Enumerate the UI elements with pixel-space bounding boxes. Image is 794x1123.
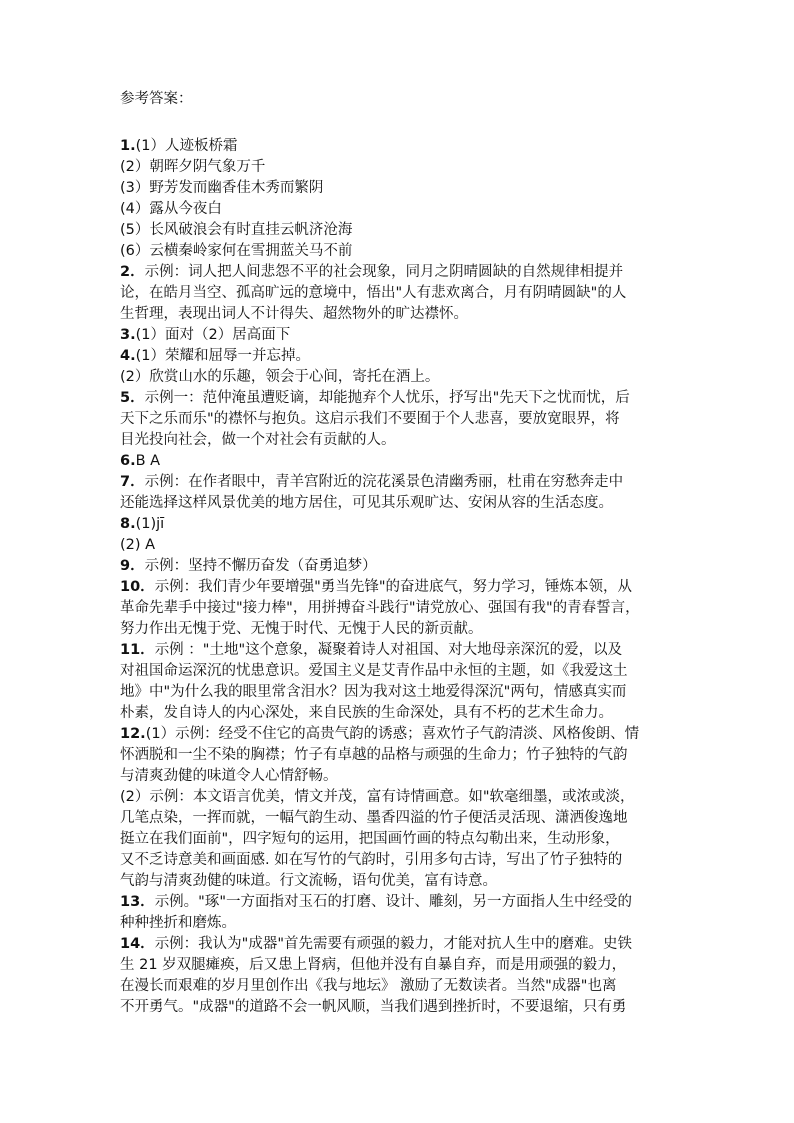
answer-line xyxy=(120,535,680,556)
answer-line xyxy=(120,808,680,829)
answer-text: 示例：在作者眼中，青羊宫附近的浣花溪景色清幽秀丽，杜甫在穷愁奔走中 xyxy=(144,474,624,490)
answer-line xyxy=(120,157,680,178)
answer-line xyxy=(120,850,680,871)
answer-text: 还能选择这样风景优美的地方居住，可见其乐观旷达、安闲从容的生活态度。 xyxy=(120,495,613,511)
question-number: 3. xyxy=(120,327,136,343)
answer-text: (2）欣赏山水的乐趣，领会于心间，寄托在酒上。 xyxy=(120,369,440,385)
answer-text: 示例一：范仲淹虽遭贬谪，却能抛弃个人忧乐，抒写出"先天下之忧而忧，后 xyxy=(144,390,630,406)
answer-text: 朴素，发自诗人的内心深处，来自民族的生命深处，具有不朽的艺术生命力。 xyxy=(120,705,613,721)
question-number: 14． xyxy=(120,936,155,952)
answer-text: 生 21 岁双腿瘫痪，后又患上肾病，但他并没有自暴自弃，而是用顽强的毅力， xyxy=(120,957,627,973)
answer-text: (2) A xyxy=(120,537,156,553)
answer-line xyxy=(120,829,680,850)
answer-line xyxy=(120,556,680,577)
answer-line xyxy=(120,577,680,598)
answer-text: 对祖国命运深沉的忧患意识。爱国主义是艾青作品中永恒的主题，如《我爱这土 xyxy=(120,663,628,679)
answer-line xyxy=(120,451,680,472)
answer-text: 目光投向社会，做一个对社会有贡献的人。 xyxy=(120,432,396,448)
question-number: 8. xyxy=(120,516,136,532)
answer-line xyxy=(120,241,680,262)
question-number: 11． xyxy=(120,642,155,658)
answer-text: 又不乏诗意美和画面感. 如在写竹的气韵时，引用多句古诗，写出了竹子独特的 xyxy=(120,852,623,868)
answer-text: (6）云横秦岭家何在雪拥蓝关马不前 xyxy=(120,243,353,259)
answer-text: (1）面对（2）居高面下 xyxy=(135,327,291,343)
answer-text: 示例：我们青少年要增强"勇当先锋"的奋进底气，努力学习，锤炼本领，从 xyxy=(154,579,633,595)
answer-text: 挺立在我们面前"，四字短句的运用，把国画竹画的特点勾勒出来，生动形象， xyxy=(120,831,620,847)
answer-line xyxy=(120,913,680,934)
answer-text: 生哲理，表现出词人不计得失、超然物外的旷达襟怀。 xyxy=(120,306,468,322)
answer-content xyxy=(120,88,680,1018)
answer-line xyxy=(120,283,680,304)
answer-lines xyxy=(120,136,680,1018)
answer-text: (1）示例：经受不住它的高贵气韵的诱惑；喜欢竹子气韵清淡、风格俊朗、情 xyxy=(145,726,640,742)
answer-line xyxy=(120,640,680,661)
answer-text: B A xyxy=(135,453,161,469)
answer-text: 几笔点染，一挥而就，一幅气韵生动、墨香四溢的竹子便活灵活现、潇洒俊逸地 xyxy=(120,810,628,826)
answer-line xyxy=(120,871,680,892)
answer-line xyxy=(120,304,680,325)
question-number: 2． xyxy=(120,264,145,280)
answer-line xyxy=(120,598,680,619)
answer-text: 示例：我认为"成器"首先需要有顽强的毅力，才能对抗人生中的磨难。史铁 xyxy=(154,936,633,952)
answer-text: 在漫长而艰难的岁月里创作出《我与地坛》 激励了无数读者。当然"成器"也离 xyxy=(120,978,617,994)
answer-text: (2）示例：本文语言优美，情文并茂，富有诗情画意。如"软毫细墨，或浓或淡， xyxy=(120,789,635,805)
answer-text: (2）朝晖夕阴气象万千 xyxy=(120,159,266,175)
question-number: 4. xyxy=(120,348,136,364)
answer-line xyxy=(120,325,680,346)
question-number: 7． xyxy=(120,474,145,490)
answer-line xyxy=(120,514,680,535)
answer-text: 怀洒脱和一尘不染的胸襟；竹子有卓越的品格与顽强的生命力；竹子独特的气韵 xyxy=(120,747,628,763)
answer-text: (4）露从今夜白 xyxy=(120,201,222,217)
answer-line xyxy=(120,220,680,241)
answer-line xyxy=(120,745,680,766)
answer-line xyxy=(120,199,680,220)
question-number: 1. xyxy=(120,138,136,154)
answer-line xyxy=(120,892,680,913)
answer-line xyxy=(120,724,680,745)
answer-line xyxy=(120,409,680,430)
answer-line xyxy=(120,787,680,808)
answer-text: (1）荣耀和屈辱一并忘掉。 xyxy=(135,348,310,364)
answer-text: (1)jī xyxy=(135,516,165,532)
answer-line xyxy=(120,430,680,451)
answer-text: 论，在皓月当空、孤高旷远的意境中，悟出"人有悲欢离合，月有阴晴圆缺"的人 xyxy=(120,285,627,301)
answer-line xyxy=(120,661,680,682)
answer-text: 与清爽劲健的味道令人心情舒畅。 xyxy=(120,768,338,784)
answer-line xyxy=(120,178,680,199)
question-number: 10． xyxy=(120,579,155,595)
answers-heading: 参考答案： xyxy=(120,91,193,107)
question-number: 5． xyxy=(120,390,145,406)
answer-text: (5）长风破浪会有时直挂云帆济沧海 xyxy=(120,222,353,238)
answer-text: 天下之乐而乐"的襟怀与抱负。这启示我们不要囿于个人悲喜，要放宽眼界，将 xyxy=(120,411,620,427)
answer-text: 不开勇气。"成器"的道路不会一帆风顺，当我们遇到挫折时，不要退缩，只有勇 xyxy=(120,999,627,1015)
answer-text: 示例。"琢"一方面指对玉石的打磨、设计、雕刻，另一方面指人生中经受的 xyxy=(154,894,633,910)
answer-text: 气韵与清爽劲健的味道。行文流畅，语句优美，富有诗意。 xyxy=(120,873,497,889)
answer-line xyxy=(120,682,680,703)
question-number: 13． xyxy=(120,894,155,910)
question-number: 12. xyxy=(120,726,146,742)
answer-text: (1）人迹板桥霜 xyxy=(135,138,238,154)
answer-line xyxy=(120,997,680,1018)
answer-line xyxy=(120,262,680,283)
answer-line xyxy=(120,766,680,787)
answer-text: (3）野芳发而幽香佳木秀而繁阴 xyxy=(120,180,324,196)
answer-line xyxy=(120,346,680,367)
answer-line xyxy=(120,619,680,640)
answer-text: 示例：词人把人间悲怨不平的社会现象，同月之阴晴圆缺的自然规律相提并 xyxy=(144,264,624,280)
answer-line xyxy=(120,703,680,724)
answer-line xyxy=(120,136,680,157)
question-number: 9． xyxy=(120,558,145,574)
answer-line xyxy=(120,976,680,997)
answer-text: 地》中"为什么我的眼里常含泪水？因为我对这土地爱得深沉"两句，情感真实而 xyxy=(120,684,627,700)
answer-text: 努力作出无愧于党、无愧于时代、无愧于人民的新贡献。 xyxy=(120,621,483,637)
answer-text: 种种挫折和磨炼。 xyxy=(120,915,236,931)
answer-line xyxy=(120,955,680,976)
answer-line xyxy=(120,472,680,493)
answer-line xyxy=(120,388,680,409)
answer-text: 革命先辈手中接过"接力棒"，用拼搏奋斗践行"请党放心、强国有我"的青春誓言， xyxy=(120,600,640,616)
answer-text: 示例 ："土地"这个意象，凝聚着诗人对祖国、对大地母亲深沉的爱，以及 xyxy=(154,642,623,658)
answer-line xyxy=(120,934,680,955)
question-number: 6. xyxy=(120,453,136,469)
answer-line xyxy=(120,493,680,514)
answer-line xyxy=(120,367,680,388)
answer-text: 示例：坚持不懈历奋发（奋勇追梦） xyxy=(144,558,377,574)
